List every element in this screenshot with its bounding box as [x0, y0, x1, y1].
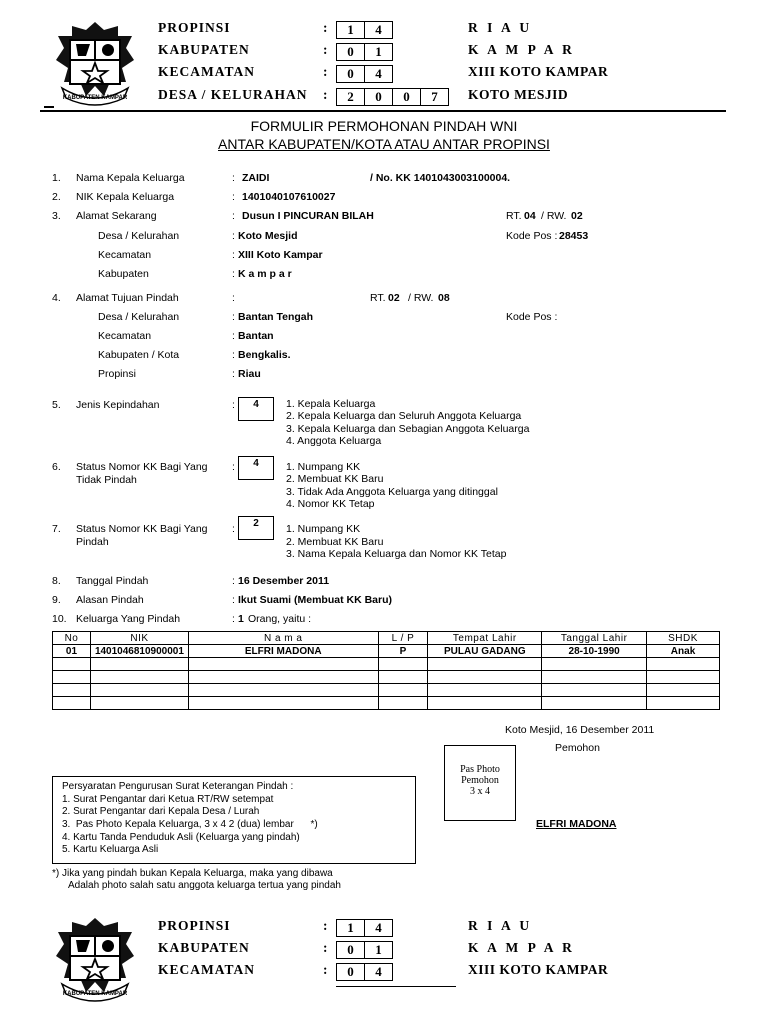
option-item: 1. Numpang KK	[286, 523, 361, 535]
kabupaten-value: K A M P A R	[468, 42, 575, 57]
rt-label: RT.	[506, 210, 522, 222]
desa-value: Koto Mesjid	[238, 230, 298, 242]
footnote-line: Adalah photo salah satu anggota keluarga tertua yang pindah	[68, 880, 341, 891]
column-header: N a m a	[188, 632, 378, 645]
propinsi-code-box	[336, 919, 393, 937]
code-digit: 2	[337, 89, 365, 105]
column-header: L / P	[378, 632, 428, 645]
code-digit: 1	[337, 22, 365, 38]
requirement-item: 2. Surat Pengantar dari Kepala Desa / Lurah	[62, 806, 260, 817]
kodepos-label: Kode Pos :	[506, 311, 558, 323]
option-item: 3. Tidak Ada Anggota Keluarga yang ditinggal	[286, 486, 498, 498]
colon: :	[232, 461, 235, 473]
kodepos-value: 28453	[559, 230, 589, 242]
desa-code-box	[336, 88, 449, 106]
pemohon-name: ELFRI MADONA	[536, 818, 617, 830]
colon: :	[232, 311, 235, 323]
rw-label: / RW.	[541, 210, 567, 222]
kabupaten-value: Bengkalis.	[238, 349, 291, 361]
code-digit: 4	[375, 66, 382, 81]
code-digit: 4	[375, 920, 382, 935]
rt-value: 02	[388, 292, 400, 304]
rw-value: 02	[571, 210, 583, 222]
propinsi-value: R I A U	[468, 918, 533, 933]
status-kk-tidak-pindah-box: 4	[238, 456, 274, 480]
colon: :	[232, 330, 235, 342]
option-item: 3. Kepala Keluarga dan Sebagian Anggota Keluarga	[286, 423, 530, 435]
kodepos-label: Kode Pos :	[506, 230, 558, 242]
requirement-item: 1. Surat Pengantar dari Ketua RT/RW setempat	[62, 794, 274, 805]
tanggal-pindah-value: 16 Desember 2011	[238, 575, 330, 587]
requirement-item: 4. Kartu Tanda Penduduk Asli (Keluarga yang pindah)	[62, 832, 300, 843]
alasan-pindah-label: Alasan Pindah	[76, 594, 144, 606]
field-number: 3.	[52, 210, 61, 222]
pas-photo-box	[444, 745, 516, 821]
colon: :	[232, 268, 235, 280]
alasan-pindah-value: Ikut Suami (Membuat KK Baru)	[238, 594, 393, 606]
option-item: 4. Anggota Keluarga	[286, 435, 382, 447]
column-header: SHDK	[647, 632, 720, 645]
table-cell: ELFRI MADONA	[188, 645, 378, 658]
status-kk-tidak-pindah-label: Status Nomor KK Bagi Yang	[76, 461, 208, 473]
kabupaten-value: K A M P A R	[468, 940, 575, 955]
table-cell: 28-10-1990	[542, 645, 647, 658]
status-kk-tidak-pindah-label2: Tidak Pindah	[76, 474, 137, 486]
desa-label: Desa / Kelurahan	[98, 311, 180, 323]
colon: :	[232, 368, 235, 380]
desa-value: KOTO MESJID	[468, 87, 569, 102]
logo-mark	[44, 106, 54, 108]
code-digit: 4	[375, 964, 382, 979]
requirement-item: 3. Pas Photo Kepala Keluarga, 3 x 4 2 (dua) lembar *)	[62, 819, 318, 830]
colon: :	[232, 523, 235, 535]
propinsi-value: Riau	[238, 368, 261, 380]
rw-value: 08	[438, 292, 450, 304]
header-divider	[40, 110, 726, 112]
code-digit: 1	[337, 920, 365, 936]
colon: :	[232, 613, 235, 625]
requirement-item: 5. Kartu Keluarga Asli	[62, 844, 159, 855]
table-row	[53, 645, 720, 658]
propinsi-label: Propinsi	[98, 368, 136, 380]
footnote-line: *) Jika yang pindah bukan Kepala Keluarga, maka yang dibawa	[52, 868, 333, 879]
colon: :	[232, 172, 235, 184]
code-digit: 1	[375, 44, 382, 59]
colon: :	[232, 349, 235, 361]
propinsi-code-box	[336, 21, 393, 39]
code-digit: 4	[375, 22, 382, 37]
colon: :	[323, 20, 328, 35]
table-cell: PULAU GADANG	[428, 645, 542, 658]
tanggal-pindah-label: Tanggal Pindah	[76, 575, 149, 587]
kabupaten-code-box	[336, 941, 393, 959]
kecamatan-code-box	[336, 963, 393, 981]
status-kk-pindah-label2: Pindah	[76, 536, 109, 548]
kecamatan-label: KECAMATAN	[158, 962, 255, 977]
kabupaten-value: K a m p a r	[238, 268, 292, 280]
column-header: NIK	[90, 632, 188, 645]
field-number: 2.	[52, 191, 61, 203]
kecamatan-code-box	[336, 65, 393, 83]
bottom-rule	[336, 986, 456, 987]
kabupaten-label: Kabupaten	[98, 268, 149, 280]
colon: :	[232, 575, 235, 587]
colon: :	[323, 87, 328, 102]
code-digit: 0	[365, 89, 393, 105]
pemohon-label: Pemohon	[555, 742, 600, 754]
kabupaten-label: KABUPATEN	[158, 42, 250, 57]
colon: :	[323, 962, 328, 977]
nik-kepala-label: NIK Kepala Keluarga	[76, 191, 175, 203]
kabupaten-label: Kabupaten / Kota	[98, 349, 180, 361]
colon: :	[323, 64, 328, 79]
jenis-kepindahan-label: Jenis Kepindahan	[76, 399, 160, 411]
colon: :	[232, 210, 235, 222]
desa-label: DESA / KELURAHAN	[158, 87, 308, 102]
option-item: 2. Membuat KK Baru	[286, 473, 384, 485]
photo-line: Pas Photo	[460, 764, 500, 775]
table-cell: 01	[53, 645, 91, 658]
option-item: 1. Kepala Keluarga	[286, 398, 376, 410]
place-date: Koto Mesjid, 16 Desember 2011	[505, 724, 655, 736]
alamat-sekarang-label: Alamat Sekarang	[76, 210, 157, 222]
code-digit: 0	[337, 964, 365, 980]
propinsi-label: PROPINSI	[158, 918, 231, 933]
colon: :	[232, 230, 235, 242]
requirements-title: Persyaratan Pengurusan Surat Keterangan Pindah :	[62, 781, 294, 792]
code-digit: 0	[337, 44, 365, 60]
kecamatan-value: XIII Koto Kampar	[238, 249, 323, 261]
field-number: 7.	[52, 523, 61, 535]
table-row-empty	[53, 697, 720, 710]
field-number: 10.	[52, 613, 67, 625]
nama-kepala-value: ZAIDI	[242, 172, 270, 184]
table-row-empty	[53, 684, 720, 697]
option-item: 2. Kepala Keluarga dan Seluruh Anggota Keluarga	[286, 410, 522, 422]
requirements-box	[52, 776, 416, 864]
field-number: 4.	[52, 292, 61, 304]
table-row-empty	[53, 671, 720, 684]
option-item: 1. Numpang KK	[286, 461, 361, 473]
keluarga-table	[52, 631, 720, 710]
kabupaten-kampar-logo	[52, 916, 138, 1002]
table-row-empty	[53, 658, 720, 671]
status-kk-pindah-label: Status Nomor KK Bagi Yang	[76, 523, 208, 535]
colon: :	[323, 918, 328, 933]
field-number: 1.	[52, 172, 61, 184]
field-number: 5.	[52, 399, 61, 411]
logo-text: KABUPATEN KAMPAR	[62, 991, 128, 997]
form-subtitle	[0, 136, 768, 152]
table-cell: 1401046810900001	[90, 645, 188, 658]
code-digit: 7	[431, 89, 438, 104]
field-number: 8.	[52, 575, 61, 587]
colon: :	[232, 191, 235, 203]
table-cell: P	[378, 645, 428, 658]
keluarga-pindah-label: Keluarga Yang Pindah	[76, 613, 181, 625]
colon: :	[232, 249, 235, 261]
colon: :	[232, 594, 235, 606]
kecamatan-label: Kecamatan	[98, 249, 152, 261]
nama-kepala-label: Nama Kepala Keluarga	[76, 172, 185, 184]
kecamatan-value: XIII KOTO KAMPAR	[468, 962, 609, 977]
colon: :	[323, 42, 328, 57]
propinsi-label: PROPINSI	[158, 20, 231, 35]
kecamatan-value: XIII KOTO KAMPAR	[468, 64, 609, 79]
jenis-kepindahan-box: 4	[238, 397, 274, 421]
rt-label: RT.	[370, 292, 386, 304]
code-digit: 0	[337, 66, 365, 82]
kecamatan-label: Kecamatan	[98, 330, 152, 342]
option-item: 2. Membuat KK Baru	[286, 536, 384, 548]
option-item: 3. Nama Kepala Keluarga dan Nomor KK Tetap	[286, 548, 507, 560]
colon: :	[323, 940, 328, 955]
colon: :	[232, 399, 235, 411]
kabupaten-kampar-logo	[52, 20, 138, 106]
logo-text: KABUPATEN KAMPAR	[62, 95, 128, 101]
rw-label: / RW.	[408, 292, 434, 304]
field-number: 6.	[52, 461, 61, 473]
desa-label: Desa / Kelurahan	[98, 230, 180, 242]
form-subtitle-text: ANTAR KABUPATEN/KOTA ATAU ANTAR PROPINSI	[218, 136, 550, 152]
no-kk-value: / No. KK 1401043003100004.	[370, 172, 511, 184]
code-digit: 0	[337, 942, 365, 958]
column-header: No	[53, 632, 91, 645]
photo-line: 3 x 4	[470, 786, 490, 797]
field-number: 9.	[52, 594, 61, 606]
desa-value: Bantan Tengah	[238, 311, 314, 323]
code-digit: 0	[393, 89, 421, 105]
kabupaten-code-box	[336, 43, 393, 61]
column-header: Tanggal Lahir	[542, 632, 647, 645]
photo-line: Pemohon	[461, 775, 499, 786]
table-header-row	[53, 632, 720, 645]
status-kk-pindah-box: 2	[238, 516, 274, 540]
propinsi-value: R I A U	[468, 20, 533, 35]
table-cell: Anak	[647, 645, 720, 658]
keluarga-count: 1	[238, 613, 244, 625]
alamat-sekarang-value: Dusun I PINCURAN BILAH	[242, 210, 374, 222]
form-title: FORMULIR PERMOHONAN PINDAH WNI	[250, 118, 518, 134]
kecamatan-value: Bantan	[238, 330, 274, 342]
keluarga-suffix: Orang, yaitu :	[248, 613, 312, 625]
option-item: 4. Nomor KK Tetap	[286, 498, 375, 510]
column-header: Tempat Lahir	[428, 632, 542, 645]
alamat-tujuan-label: Alamat Tujuan Pindah	[76, 292, 179, 304]
rt-value: 04	[524, 210, 536, 222]
kabupaten-label: KABUPATEN	[158, 940, 250, 955]
code-digit: 1	[375, 942, 382, 957]
kecamatan-label: KECAMATAN	[158, 64, 255, 79]
colon: :	[232, 292, 235, 304]
nik-kepala-value: 1401040107610027	[242, 191, 336, 203]
